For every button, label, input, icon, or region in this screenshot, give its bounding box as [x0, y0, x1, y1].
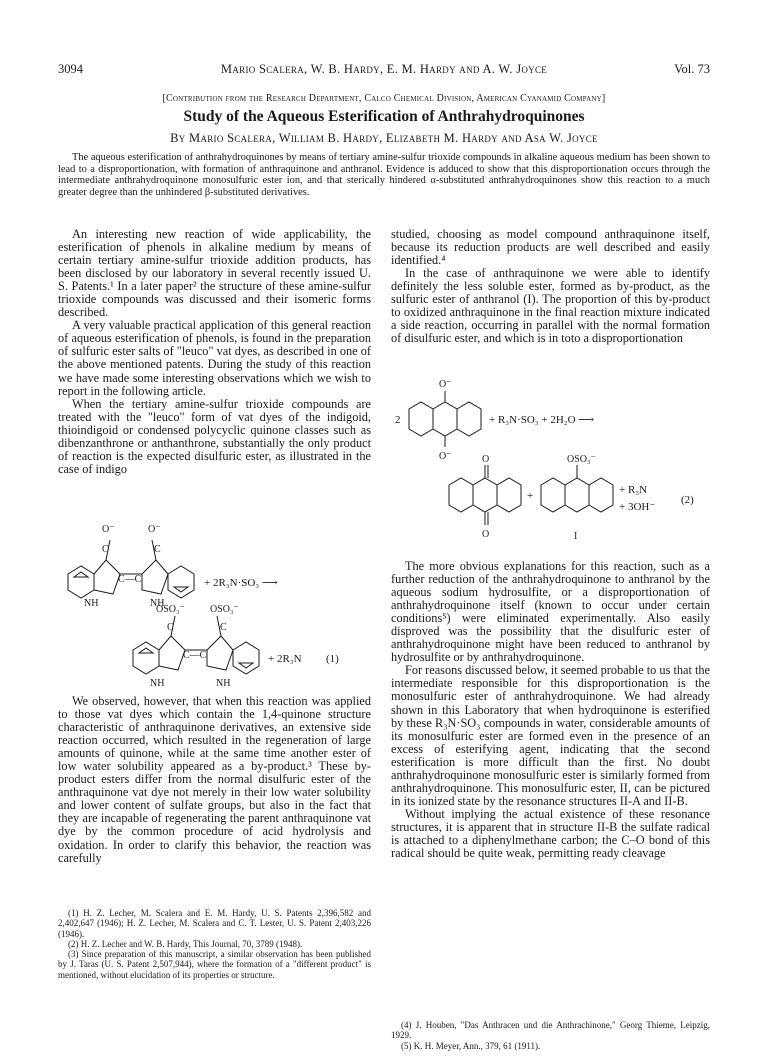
- footnotes-left: [58, 908, 371, 980]
- running-authors: Mario Scalera, W. B. Hardy, E. M. Hardy and A. W. Joyce: [220, 62, 548, 76]
- right-paragraph-3: The more obvious explanations for this reaction, such as a further reduction of the anthrahydroquinone to anthranol by the aqueous sodium hydrosulfite, or a disproportionation of anthrahydroquinone itself (known to occur under certain conditions⁵) were eliminated experimentally. Also easily disproved was the possibility that the disulfuric ester of anthrahydroquinone might have been reduced to anthranol by hydrosulfite or by anthrahydroquinone.: [391, 559, 710, 665]
- eq1-cc-bond-2: C—C: [183, 650, 207, 661]
- eq1-nh-1: NH: [84, 598, 99, 609]
- eq1-nh-4: NH: [216, 678, 231, 689]
- byline: By Mario Scalera, William B. Hardy, Elizabeth M. Hardy and Asa W. Joyce: [170, 131, 598, 145]
- eq1-nh-3: NH: [150, 678, 165, 689]
- eq2-product-amine: + R₃N: [619, 484, 648, 496]
- eq2-quinone-oxygen-top: O: [482, 454, 490, 465]
- eq2-quinone-oxygen-bottom: O: [482, 529, 490, 540]
- left-column-top: [58, 228, 371, 476]
- eq1-oxide-1: O⁻: [102, 524, 115, 535]
- left-paragraph-3: When the tertiary amine-sulfur trioxide compounds are treated with the "leuco" form of vat dyes of the indigoid, thioindigoid or condensed polycyclic quinone classes such as dibenzanthrone or anthanthrone, substantially the only product of reaction is the expected disulfuric ester, as illustrated in the case of indigo: [58, 396, 371, 476]
- left-column-bottom: [58, 695, 371, 865]
- eq2-label-I: I: [574, 531, 578, 542]
- right-paragraph-1: studied, choosing as model compound anthraquinone itself, because its reduction products are well described and easily identified.⁴: [391, 227, 710, 268]
- eq1-product: + 2R₃N: [268, 653, 302, 665]
- eq1-carbon-2: C: [154, 544, 161, 555]
- right-paragraph-4: For reasons discussed below, it seemed probable to us that the intermediate responsible for this disproportionation is the monosulfuric ester of anthrahydroquinone. We had already shown in this Laboratory that when hydroquinone is esterified by these R₃N·SO₃ compounds in water, considerable amounts of its monosulfuric ester are formed even in the presence of an excess of esterifying agent, indicating that the second esterification is more difficult than the first. No doubt anthrahydroquinone monosulfuric ester is similarly formed from anthrahydroquinone. This monosulfuric ester, II, can be pictured in its ionized state by the resonance structures II-A and II-B.: [391, 663, 710, 808]
- benzene-ring-right: [168, 566, 194, 598]
- eq1-osulfate-1: OSO₃⁻: [156, 604, 185, 615]
- eq2-number: (2): [681, 494, 694, 506]
- eq2-product-hydroxide: + 3OH⁻: [619, 501, 656, 513]
- eq1-carbon-1: C: [102, 544, 109, 555]
- eq2-oxide-bottom: O⁻: [439, 451, 452, 462]
- footnote-2: (2) H. Z. Lecher and W. B. Hardy, This Journal, 70, 3789 (1948).: [68, 938, 303, 949]
- right-paragraph-5: Without implying the actual existence of these resonance structures, it is apparent that in structure II-B the sulfate radical is attached to a diphenylmethane carbon; the C–O bond of this radical should be quite weak, permitting ready cleavage: [391, 806, 710, 861]
- five-ring-left: [94, 560, 120, 594]
- eq1-cc-bond: C—C: [118, 574, 142, 585]
- page-number: 3094: [58, 62, 83, 76]
- article-title: Study of the Aqueous Esterification of Anthrahydroquinones: [183, 108, 585, 125]
- eq1-reagent: + 2R₃N·SO₃ ⟶: [204, 577, 278, 589]
- contribution-line: [Contribution from the Research Department, Calco Chemical Division, American Cyanamid Company]: [162, 93, 606, 104]
- eq2-coefficient: 2: [395, 414, 401, 426]
- right-paragraph-2: In the case of anthraquinone we were able to identify definitely the less soluble ester, formed as by-product, as the sulfuric ester of anthranol (I). The proportion of this by-product to oxidized anthraquinone in the final reaction mixture indicated a side reaction, occurring in parallel with the normal formation of disulfuric ester, and which is in toto a disproportionation: [391, 266, 710, 346]
- benzene-ring-left: [68, 566, 94, 598]
- equation-2-diagram: [391, 375, 710, 555]
- left-paragraph-4: We observed, however, that when this reaction was applied to those vat dyes which contain the 1,4-quinone structure characteristic of anthraquinone derivatives, an extensive side reaction occurred, which resulted in the regeneration of large amounts of quinone, while at the same time another ester of low water solubility appeared as a by-product.³ These by-product esters differ from the normal disulfuric ester of the anthraquinone vat dye not merely in their low water solubility and lower content of sulfate groups, but also in the fact that they are incapable of regenerating the parent anthraquinone vat dye by the common procedure of acid hydrolysis and oxidation. In order to clarify this behavior, the reaction was carefully: [58, 694, 371, 865]
- eq1-osulfate-2: OSO₃⁻: [210, 604, 239, 615]
- eq2-reagent: + R₃N·SO₃ + 2H₂O ⟶: [489, 414, 595, 426]
- right-column-bottom: [391, 560, 710, 860]
- volume-label: Vol. 73: [674, 62, 710, 76]
- footnote-4: (4) J. Houben, "Das Anthracen und die Anthrachinone," Georg Thieme, Leipzig, 1929.: [391, 1020, 710, 1041]
- footnote-5: (5) K. H. Meyer, Ann., 379, 61 (1911).: [401, 1040, 541, 1051]
- equation-1-diagram: [58, 520, 371, 692]
- eq2-oxide-top: O⁻: [439, 379, 452, 390]
- right-column-top: [391, 228, 710, 345]
- eq1-nh-2: NH: [150, 598, 165, 609]
- left-paragraph-2: A very valuable practical application of this general reaction of aqueous esterification of phenols, is found in the preparation of sulfuric ester salts of "leuco" vat dyes, as described in one of the above mentioned patents. During the study of this reaction we have made some interesting observations which we wish to report in the following article.: [58, 318, 371, 398]
- eq1-carbon-4: C: [220, 622, 227, 633]
- eq2-plus: +: [527, 490, 534, 502]
- eq1-oxide-2: O⁻: [148, 524, 161, 535]
- eq1-carbon-3: C: [167, 622, 174, 633]
- left-paragraph-1: An interesting new reaction of wide applicability, the esterification of phenols in alkaline medium by means of certain tertiary amine-sulfur trioxide addition products, has been disclosed by our laboratory in several recently issued U. S. Patents.¹ In a later paper² the structure of these amine-sulfur trioxide compounds was discussed and their isomeric forms described.: [58, 227, 371, 320]
- footnotes-right: [391, 1020, 710, 1051]
- eq1-number: (1): [326, 653, 339, 665]
- abstract: The aqueous esterification of anthrahydroquinones by means of tertiary amine-sulfur trioxide compounds in alkaline aqueous medium has been shown to lead to a disproportionation, with formation of anthraquinone and anthranol. Evidence is adduced to show that this disproportionation occurs through the intermediate anthrahydroquinone monosulfuric ester ion, and that sterically hindered α-substituted anthrahydroquinones show this reaction to a much greater degree than the unhindered β-substituted derivatives.: [58, 152, 710, 198]
- footnote-3: (3) Since preparation of this manuscript, a similar observation has been published by J. Taras (U. S. Patent 2,507,944), where the formation of a "different product" is mentioned, without elucidation of its properties or structure.: [58, 949, 371, 980]
- benzene-ring-left-2: [133, 642, 159, 674]
- footnote-1: (1) H. Z. Lecher, M. Scalera and E. M. Hardy, U. S. Patents 2,396,582 and 2,402,647 (1946); H. Z. Lecher, M. Scalera and C. T. Lester, U. S. Patent 2,403,226 (1946).: [58, 908, 371, 939]
- five-ring-right: [142, 560, 168, 594]
- eq2-osulfate: OSO₃⁻: [567, 454, 596, 465]
